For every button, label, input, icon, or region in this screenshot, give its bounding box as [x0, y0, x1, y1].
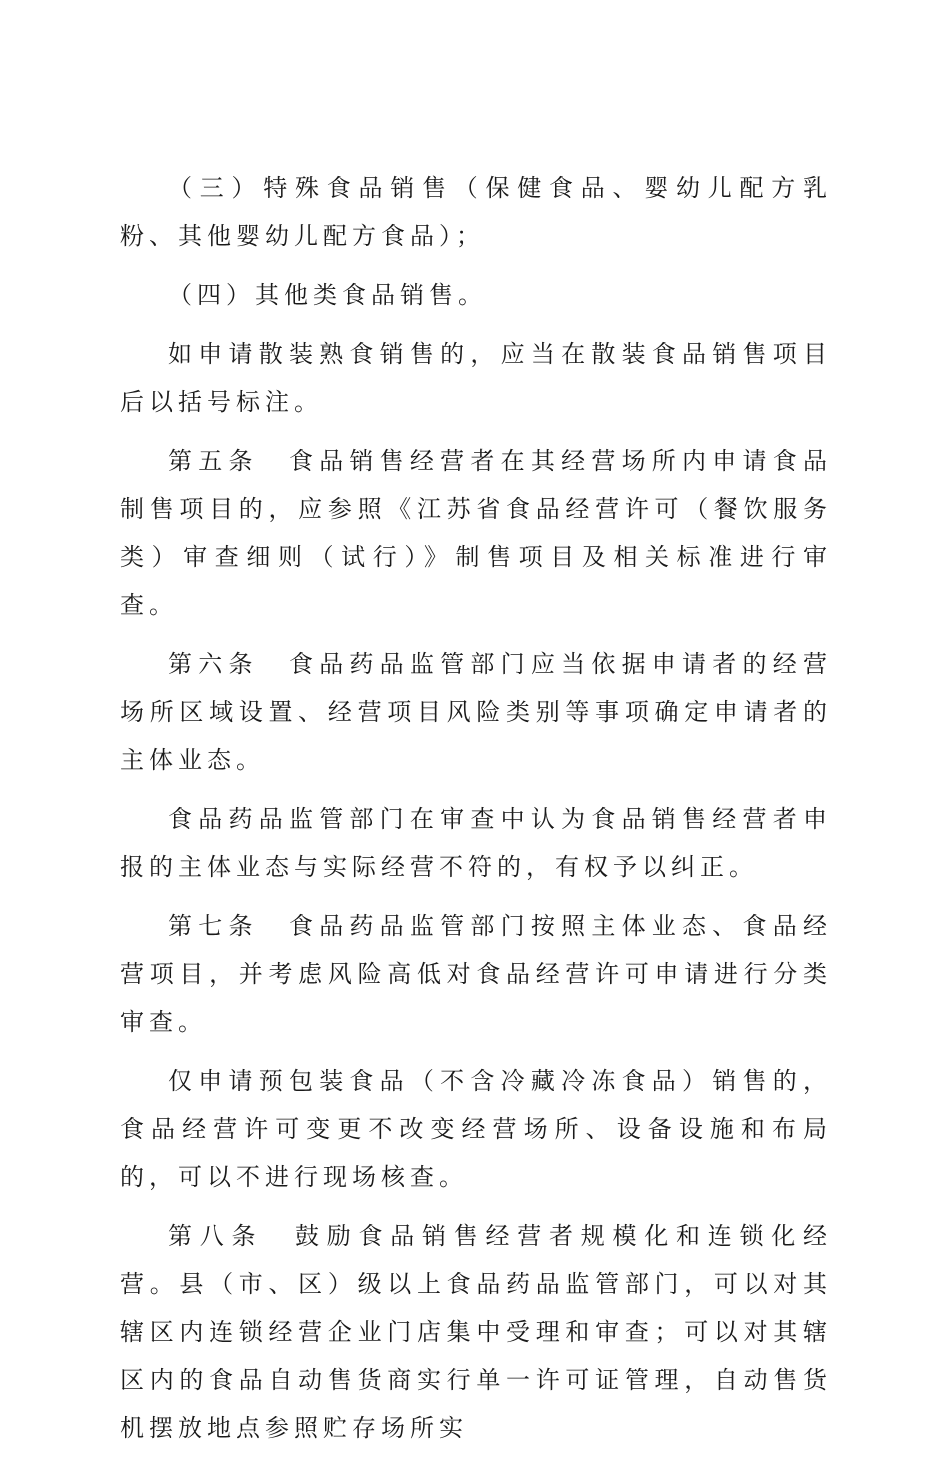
paragraph-article-7-prepackaged: 仅申请预包装食品（不含冷藏冷冻食品）销售的，食品经营许可变更不改变经营场所、设备设施和布局的，可以不进行现场核查。: [120, 1067, 832, 1191]
paragraph-article-6: 第六条 食品药品监管部门应当依据申请者的经营场所区域设置、经营项目风险类别等事项确定申请者的主体业态。: [120, 650, 832, 774]
paragraph-bulk-cooked-food: 如申请散装熟食销售的，应当在散装食品销售项目后以括号标注。: [120, 340, 832, 416]
paragraph-item-3-special-food: （三）特殊食品销售（保健食品、婴幼儿配方乳粉、其他婴幼儿配方食品）；: [120, 174, 832, 250]
paragraph-article-7: 第七条 食品药品监管部门按照主体业态、食品经营项目，并考虑风险高低对食品经营许可申请进行分类审查。: [120, 912, 832, 1036]
document-body: [120, 164, 832, 1463]
paragraph-article-5: 第五条 食品销售经营者在其经营场所内申请食品制售项目的，应参照《江苏省食品经营许可（餐饮服务类）审查细则（试行）》制售项目及相关标准进行审查。: [120, 447, 832, 619]
paragraph-article-8: 第八条 鼓励食品销售经营者规模化和连锁化经营。县（市、区）级以上食品药品监管部门，可以对其辖区内连锁经营企业门店集中受理和审查；可以对其辖区内的食品自动售货商实行单一许可证管理，自动售货机摆放地点参照贮存场所实: [120, 1222, 832, 1442]
paragraph-item-4-other-food: （四）其他类食品销售。: [168, 281, 487, 309]
paragraph-article-6-correction: 食品药品监管部门在审查中认为食品销售经营者申报的主体业态与实际经营不符的，有权予以纠正。: [120, 805, 832, 881]
